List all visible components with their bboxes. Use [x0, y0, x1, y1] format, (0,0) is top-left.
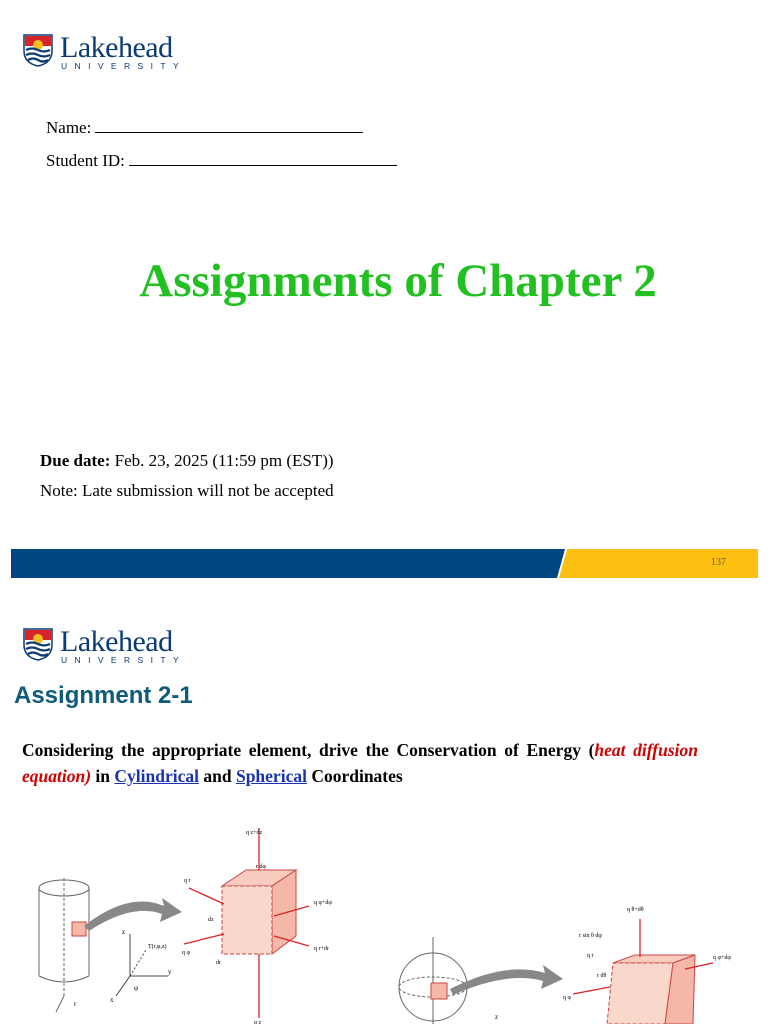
rdphi-label: r dφ: [256, 864, 266, 870]
r-label: r: [74, 1000, 77, 1008]
logo-wordmark: Lakehead: [60, 625, 173, 658]
desc-and: and: [199, 766, 236, 786]
logo-subtitle: UNIVERSITY: [61, 655, 187, 665]
qz-label: q z: [254, 1020, 262, 1024]
link-spherical[interactable]: Spherical: [235, 766, 307, 786]
dr-label: dr: [216, 960, 221, 966]
dz-label: dz: [208, 917, 214, 923]
desc-part2: in: [91, 766, 115, 786]
page-number: 137: [711, 557, 726, 568]
qr-label: q r: [184, 878, 191, 884]
lakehead-logo-2: [22, 627, 186, 665]
lakehead-logo: [22, 33, 186, 71]
due-value: Feb. 23, 2025 (11:59 pm (EST)): [114, 451, 334, 470]
name-field: [46, 118, 363, 138]
qr-dr-label: q r+dr: [314, 946, 329, 952]
sph-qr-label: q r: [587, 953, 594, 959]
due-date: [40, 451, 334, 471]
name-label: Name:: [46, 118, 92, 137]
axis-z-label: z: [122, 928, 126, 936]
logo-wordmark: Lakehead: [60, 31, 173, 64]
small-sphere-element: [431, 983, 447, 999]
cylinder-shape: [39, 878, 89, 1012]
axis-x-label: x: [110, 996, 114, 1004]
phi-label: φ: [134, 984, 139, 992]
footer-bar: [11, 549, 758, 578]
desc-part3: Coordinates: [306, 766, 403, 786]
assignment-description: [22, 737, 698, 789]
rdtheta-label: r dθ: [597, 973, 607, 979]
sph-element-box: [607, 955, 695, 1024]
qtheta-dtheta-label: q θ+dθ: [627, 907, 644, 913]
small-element: [72, 922, 86, 936]
student-id-field: [46, 151, 397, 171]
due-label: Due date:: [40, 451, 111, 470]
lakehead-crest-icon: [22, 33, 54, 67]
spherical-element-figure: [395, 899, 745, 1024]
axis-y-label: y: [168, 968, 172, 976]
lakehead-crest-icon: [22, 627, 54, 661]
student-id-label: Student ID:: [46, 151, 125, 170]
qphi-label: q φ: [182, 950, 190, 956]
student-id-blank-line: [129, 151, 397, 166]
cyl-element-box: [222, 870, 296, 954]
slide-assignment-2-1: [0, 594, 768, 1024]
qz-dz-label: q z+dz: [246, 830, 263, 836]
qphi-dphi-label: q φ+dφ: [314, 900, 332, 906]
rsin-label: r sin θ dφ: [579, 933, 602, 939]
sphere-shape: [399, 937, 467, 1024]
assignment-title: Assignment 2-1: [14, 682, 193, 709]
logo-subtitle: UNIVERSITY: [61, 61, 187, 71]
page-title: Assignments of Chapter 2: [139, 255, 657, 307]
sph-z-label: z: [495, 1013, 499, 1021]
link-cylindrical[interactable]: Cylindrical: [114, 766, 199, 786]
late-note: Note: Late submission will not be accepted: [40, 481, 334, 500]
point-label: T(r,φ,z): [148, 944, 167, 950]
zoom-arrow-icon: [84, 898, 182, 931]
desc-part1: Considering the appropriate element, drive the Conservation of Energy (: [22, 740, 595, 760]
name-blank-line: [95, 118, 363, 133]
cylindrical-element-figure: [34, 826, 344, 1024]
sph-qphi-label: q φ: [563, 995, 571, 1001]
sph-qphi-dphi-label: q φ+dφ: [713, 955, 731, 961]
desc-highlight: heat diffusion equation): [22, 740, 698, 786]
